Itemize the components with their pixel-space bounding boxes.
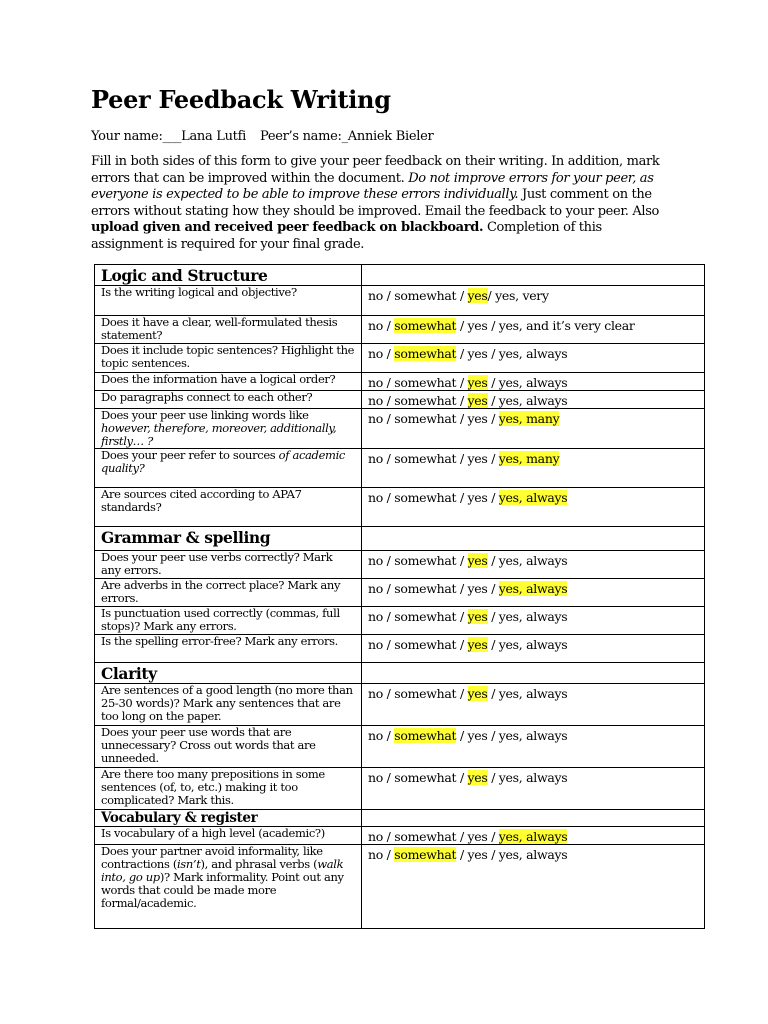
question-text: Does your peer use linking words like	[101, 408, 309, 422]
question-text: Are there too many prepositions in some sentences (of, to, etc.) making it too complicated? Mark this.	[101, 767, 325, 807]
question-cell	[95, 726, 362, 768]
answer-cell[interactable]: no / somewhat / yes / yes, always	[362, 845, 705, 929]
option-yes-strong: yes, always	[498, 609, 568, 624]
peer-name-label: Peer’s name:	[259, 129, 342, 144]
section-blank-cell	[362, 527, 705, 551]
question-text: Is punctuation used correctly (commas, full stops)? Mark any errors.	[101, 606, 340, 633]
section-header-row	[95, 265, 705, 286]
answer-cell[interactable]: no / somewhat / yes / yes, always	[362, 373, 705, 391]
option-no: no	[368, 609, 383, 624]
question-text-part: ), and phrasal verbs (	[200, 857, 318, 871]
option-yes-strong: yes, always	[498, 770, 568, 785]
answer-cell[interactable]: no / somewhat / yes / yes, always	[362, 579, 705, 607]
option-somewhat: somewhat	[394, 393, 457, 408]
section-title: Vocabulary & register	[95, 810, 362, 827]
question-row	[95, 551, 705, 579]
question-text: Does it include topic sentences? Highlight the topic sentences.	[101, 343, 355, 370]
option-somewhat: somewhat	[394, 288, 457, 303]
question-row	[95, 845, 705, 929]
option-yes: yes	[467, 770, 488, 785]
question-row	[95, 316, 705, 344]
question-row	[95, 768, 705, 810]
intro-text-3: Completion of this assignment is required for your final grade.	[91, 220, 602, 252]
option-yes: yes	[467, 609, 488, 624]
intro-text-1: Fill in both sides of this form to give your peer feedback on their writing. In addition, mark errors that can be improved within the document.	[91, 154, 660, 186]
option-yes-strong: yes, always	[498, 393, 568, 408]
section-header-row	[95, 527, 705, 551]
document-page	[91, 84, 705, 253]
option-yes: yes	[467, 318, 488, 333]
answer-cell[interactable]: no / somewhat / yes / yes, always	[362, 488, 705, 527]
option-somewhat: somewhat	[394, 411, 457, 426]
question-cell	[95, 579, 362, 607]
question-text: Is the writing logical and objective?	[101, 285, 297, 299]
question-cell	[95, 316, 362, 344]
option-yes: yes	[467, 829, 488, 844]
section-header-row	[95, 810, 705, 827]
option-somewhat: somewhat	[394, 318, 457, 333]
section-title: Logic and Structure	[95, 265, 362, 286]
option-somewhat: somewhat	[394, 451, 457, 466]
question-text: Does your peer refer to sources	[101, 448, 279, 462]
option-yes-strong: yes, and it’s very clear	[498, 318, 635, 333]
option-somewhat: somewhat	[394, 609, 457, 624]
option-no: no	[368, 686, 383, 701]
answer-cell[interactable]: no / somewhat / yes / yes, always	[362, 635, 705, 663]
question-row	[95, 344, 705, 373]
option-yes: yes	[467, 847, 488, 862]
option-no: no	[368, 581, 383, 596]
option-no: no	[368, 770, 383, 785]
section-header-row	[95, 663, 705, 684]
option-yes-strong: yes, always	[498, 375, 568, 390]
option-somewhat: somewhat	[394, 375, 457, 390]
option-yes-strong: yes, always	[498, 490, 568, 505]
question-text: Do paragraphs connect to each other?	[101, 390, 313, 404]
option-yes-strong: yes, always	[498, 346, 568, 361]
option-no: no	[368, 288, 383, 303]
option-yes: yes	[467, 637, 488, 652]
question-row	[95, 607, 705, 635]
option-yes: yes	[467, 686, 488, 701]
question-cell	[95, 635, 362, 663]
option-no: no	[368, 728, 383, 743]
option-yes: yes	[467, 288, 488, 303]
option-somewhat: somewhat	[394, 553, 457, 568]
option-yes-strong: yes, many	[498, 411, 560, 426]
question-row	[95, 449, 705, 488]
question-row	[95, 373, 705, 391]
question-text: Does the information have a logical order?	[101, 372, 336, 386]
question-cell	[95, 409, 362, 449]
question-cell	[95, 344, 362, 373]
question-row	[95, 579, 705, 607]
option-yes-strong: yes, very	[495, 288, 549, 303]
question-cell	[95, 391, 362, 409]
your-name-value: ___Lana Lutfi	[162, 129, 246, 144]
question-row	[95, 409, 705, 449]
peer-name-value: _Anniek Bieler	[341, 129, 434, 144]
option-no: no	[368, 411, 383, 426]
intro-text-2: Just comment on the errors without stating how they should be improved. Email the feedback to your peer. Also	[91, 187, 660, 219]
answer-cell[interactable]: no / somewhat / yes / yes, always	[362, 391, 705, 409]
question-text-part: )? Mark informality. Point out any words that could be made more formal/academic.	[101, 870, 344, 910]
question-text-part: isn’t	[176, 857, 201, 871]
option-somewhat: somewhat	[394, 770, 457, 785]
instructions-paragraph	[91, 154, 671, 253]
option-yes: yes	[467, 728, 488, 743]
question-cell	[95, 845, 362, 929]
question-cell	[95, 768, 362, 810]
question-text: Is vocabulary of a high level (academic?)	[101, 826, 325, 840]
intro-bold: upload given and received peer feedback on blackboard.	[91, 220, 484, 235]
option-no: no	[368, 553, 383, 568]
option-somewhat: somewhat	[394, 346, 457, 361]
option-somewhat: somewhat	[394, 490, 457, 505]
intro-italic: Do not improve errors for your peer, as everyone is expected to be able to improve these errors individually.	[91, 170, 654, 202]
question-text-part: Does your partner avoid informality, like contractions (	[101, 844, 323, 871]
question-text-italic: however, therefore, moreover, additionally, firstly… ?	[101, 421, 337, 448]
option-no: no	[368, 829, 383, 844]
answer-cell[interactable]: no / somewhat / yes / yes, many	[362, 449, 705, 488]
answer-cell[interactable]: no / somewhat / yes / yes, always	[362, 684, 705, 726]
option-no: no	[368, 393, 383, 408]
answer-cell[interactable]: no / somewhat / yes / yes, always	[362, 827, 705, 845]
question-row	[95, 827, 705, 845]
section-title: Clarity	[95, 663, 362, 684]
answer-cell[interactable]: no / somewhat / yes / yes, always	[362, 726, 705, 768]
option-yes: yes	[467, 346, 488, 361]
option-no: no	[368, 490, 383, 505]
option-somewhat: somewhat	[394, 637, 457, 652]
option-no: no	[368, 375, 383, 390]
feedback-table	[94, 264, 705, 929]
option-yes: yes	[467, 393, 488, 408]
answer-cell[interactable]: no / somewhat / yes / yes, and it’s very clear	[362, 316, 705, 344]
question-row	[95, 391, 705, 409]
answer-cell[interactable]: no / somewhat / yes / yes, many	[362, 409, 705, 449]
question-row	[95, 286, 705, 316]
question-text: Does your peer use verbs correctly? Mark any errors.	[101, 550, 333, 577]
answer-cell[interactable]: no / somewhat / yes / yes, always	[362, 768, 705, 810]
option-yes: yes	[467, 553, 488, 568]
question-cell	[95, 551, 362, 579]
section-blank-cell	[362, 663, 705, 684]
page-title: Peer Feedback Writing	[91, 85, 391, 114]
names-line	[91, 128, 705, 146]
question-text-italic: of academic quality?	[101, 448, 346, 475]
option-yes-strong: yes, always	[498, 637, 568, 652]
option-no: no	[368, 637, 383, 652]
answer-cell[interactable]: no / somewhat / yes/ yes, very	[362, 286, 705, 316]
option-no: no	[368, 847, 383, 862]
option-yes-strong: yes, many	[498, 451, 560, 466]
option-somewhat: somewhat	[394, 847, 457, 862]
option-yes: yes	[467, 411, 488, 426]
question-row	[95, 488, 705, 527]
option-no: no	[368, 346, 383, 361]
question-text: Does your peer use words that are unnecessary? Cross out words that are unneeded.	[101, 725, 316, 765]
option-yes-strong: yes, always	[498, 728, 568, 743]
option-yes: yes	[467, 490, 488, 505]
answer-cell[interactable]: no / somewhat / yes / yes, always	[362, 344, 705, 373]
option-somewhat: somewhat	[394, 829, 457, 844]
question-cell	[95, 827, 362, 845]
option-somewhat: somewhat	[394, 728, 457, 743]
option-somewhat: somewhat	[394, 686, 457, 701]
question-text-part: walk into, go up	[101, 857, 344, 884]
question-text: Does it have a clear, well-formulated thesis statement?	[101, 315, 338, 342]
option-yes: yes	[467, 581, 488, 596]
section-blank-cell	[362, 810, 705, 827]
question-cell	[95, 607, 362, 635]
answer-cell[interactable]: no / somewhat / yes / yes, always	[362, 607, 705, 635]
option-yes-strong: yes, always	[498, 581, 568, 596]
option-yes-strong: yes, always	[498, 553, 568, 568]
question-text: Are adverbs in the correct place? Mark any errors.	[101, 578, 341, 605]
option-yes: yes	[467, 451, 488, 466]
option-yes-strong: yes, always	[498, 847, 568, 862]
question-cell	[95, 449, 362, 488]
question-cell	[95, 373, 362, 391]
option-yes-strong: yes, always	[498, 686, 568, 701]
option-yes-strong: yes, always	[498, 829, 568, 844]
question-row	[95, 684, 705, 726]
question-row	[95, 635, 705, 663]
question-cell	[95, 286, 362, 316]
question-text: Is the spelling error-free? Mark any errors.	[101, 634, 338, 648]
question-cell	[95, 488, 362, 527]
section-blank-cell	[362, 265, 705, 286]
option-no: no	[368, 318, 383, 333]
question-row	[95, 726, 705, 768]
question-text: Are sources cited according to APA7 standards?	[101, 487, 302, 514]
question-text: Are sentences of a good length (no more than 25-30 words)? Mark any sentences that are too long on the paper.	[101, 683, 353, 723]
section-title: Grammar & spelling	[95, 527, 362, 551]
answer-cell[interactable]: no / somewhat / yes / yes, always	[362, 551, 705, 579]
option-no: no	[368, 451, 383, 466]
your-name-label: Your name:	[91, 129, 163, 144]
option-yes: yes	[467, 375, 488, 390]
question-cell	[95, 684, 362, 726]
option-somewhat: somewhat	[394, 581, 457, 596]
